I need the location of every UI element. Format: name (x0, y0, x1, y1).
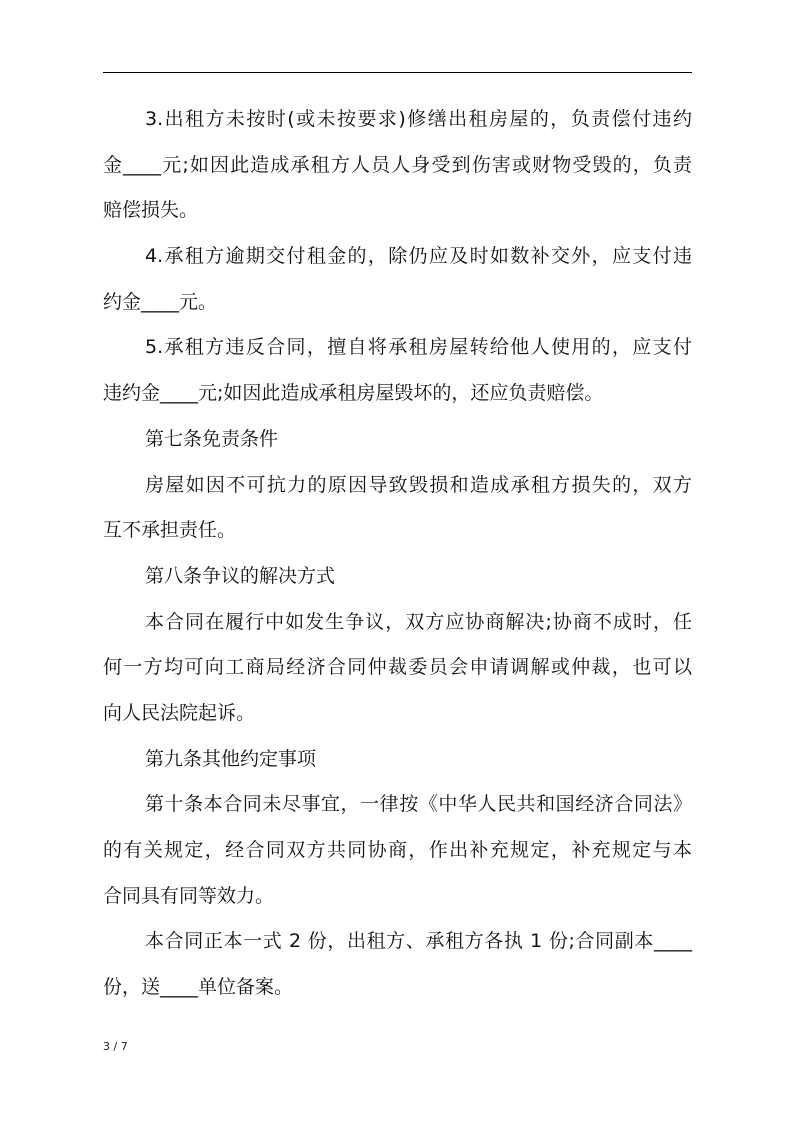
document-body (103, 97, 692, 1011)
text-line: 房屋如因不可抗力的原因导致毁损和造成承租方损失的，双方 (145, 473, 692, 496)
article-10-paragraph (103, 782, 692, 919)
text-line: 第十条本合同未尽事宜，一律按《中华人民共和国经济合同法》 (145, 793, 692, 816)
header-rule (103, 72, 692, 73)
article-8-paragraph (103, 600, 692, 737)
article-9-heading (103, 737, 692, 783)
text-line: 何一方均可向工商局经济合同仲裁委员会申请调解或仲裁，也可以 (103, 656, 692, 679)
text-line: 4.承租方逾期交付租金的，除仍应及时如数补交外，应支付违 (145, 245, 692, 268)
section-heading: 第八条争议的解决方式 (145, 564, 336, 587)
text-line: 约金____元。 (103, 290, 218, 313)
text-line: 份，送____单位备案。 (103, 976, 294, 999)
article-7-paragraph (103, 463, 692, 554)
text-line: 金____元;如因此造成承租方人员人身受到伤害或财物受毁的，负责 (103, 153, 692, 176)
section-heading: 第九条其他约定事项 (145, 747, 317, 770)
clause-5-paragraph (103, 325, 692, 416)
text-line: 赔偿损失。 (103, 199, 199, 222)
text-line: 的有关规定，经合同双方共同协商，作出补充规定，补充规定与本 (103, 839, 692, 861)
page-number: 3 / 7 (103, 1040, 128, 1053)
text-line: 3.出租方未按时(或未按要求)修缮出租房屋的，负责偿付违约 (145, 108, 692, 130)
text-line: 本合同正本一式 2 份，出租方、承租方各执 1 份;合同副本____ (145, 930, 692, 953)
text-line: 向人民法院起诉。 (103, 701, 256, 724)
article-8-heading (103, 554, 692, 600)
copies-paragraph (103, 919, 692, 1010)
section-heading: 第七条免责条件 (145, 427, 279, 450)
text-line: 本合同在履行中如发生争议，双方应协商解决;协商不成时，任 (145, 610, 692, 633)
article-7-heading (103, 417, 692, 463)
clause-4-paragraph (103, 234, 692, 325)
clause-3-paragraph (103, 97, 692, 234)
text-line: 互不承担责任。 (103, 519, 237, 542)
text-line: 5.承租方违反合同，擅自将承租房屋转给他人使用的，应支付 (145, 336, 692, 359)
text-line: 合同具有同等效力。 (103, 884, 275, 907)
text-line: 违约金____元;如因此造成承租房屋毁坏的，还应负责赔偿。 (103, 382, 604, 405)
